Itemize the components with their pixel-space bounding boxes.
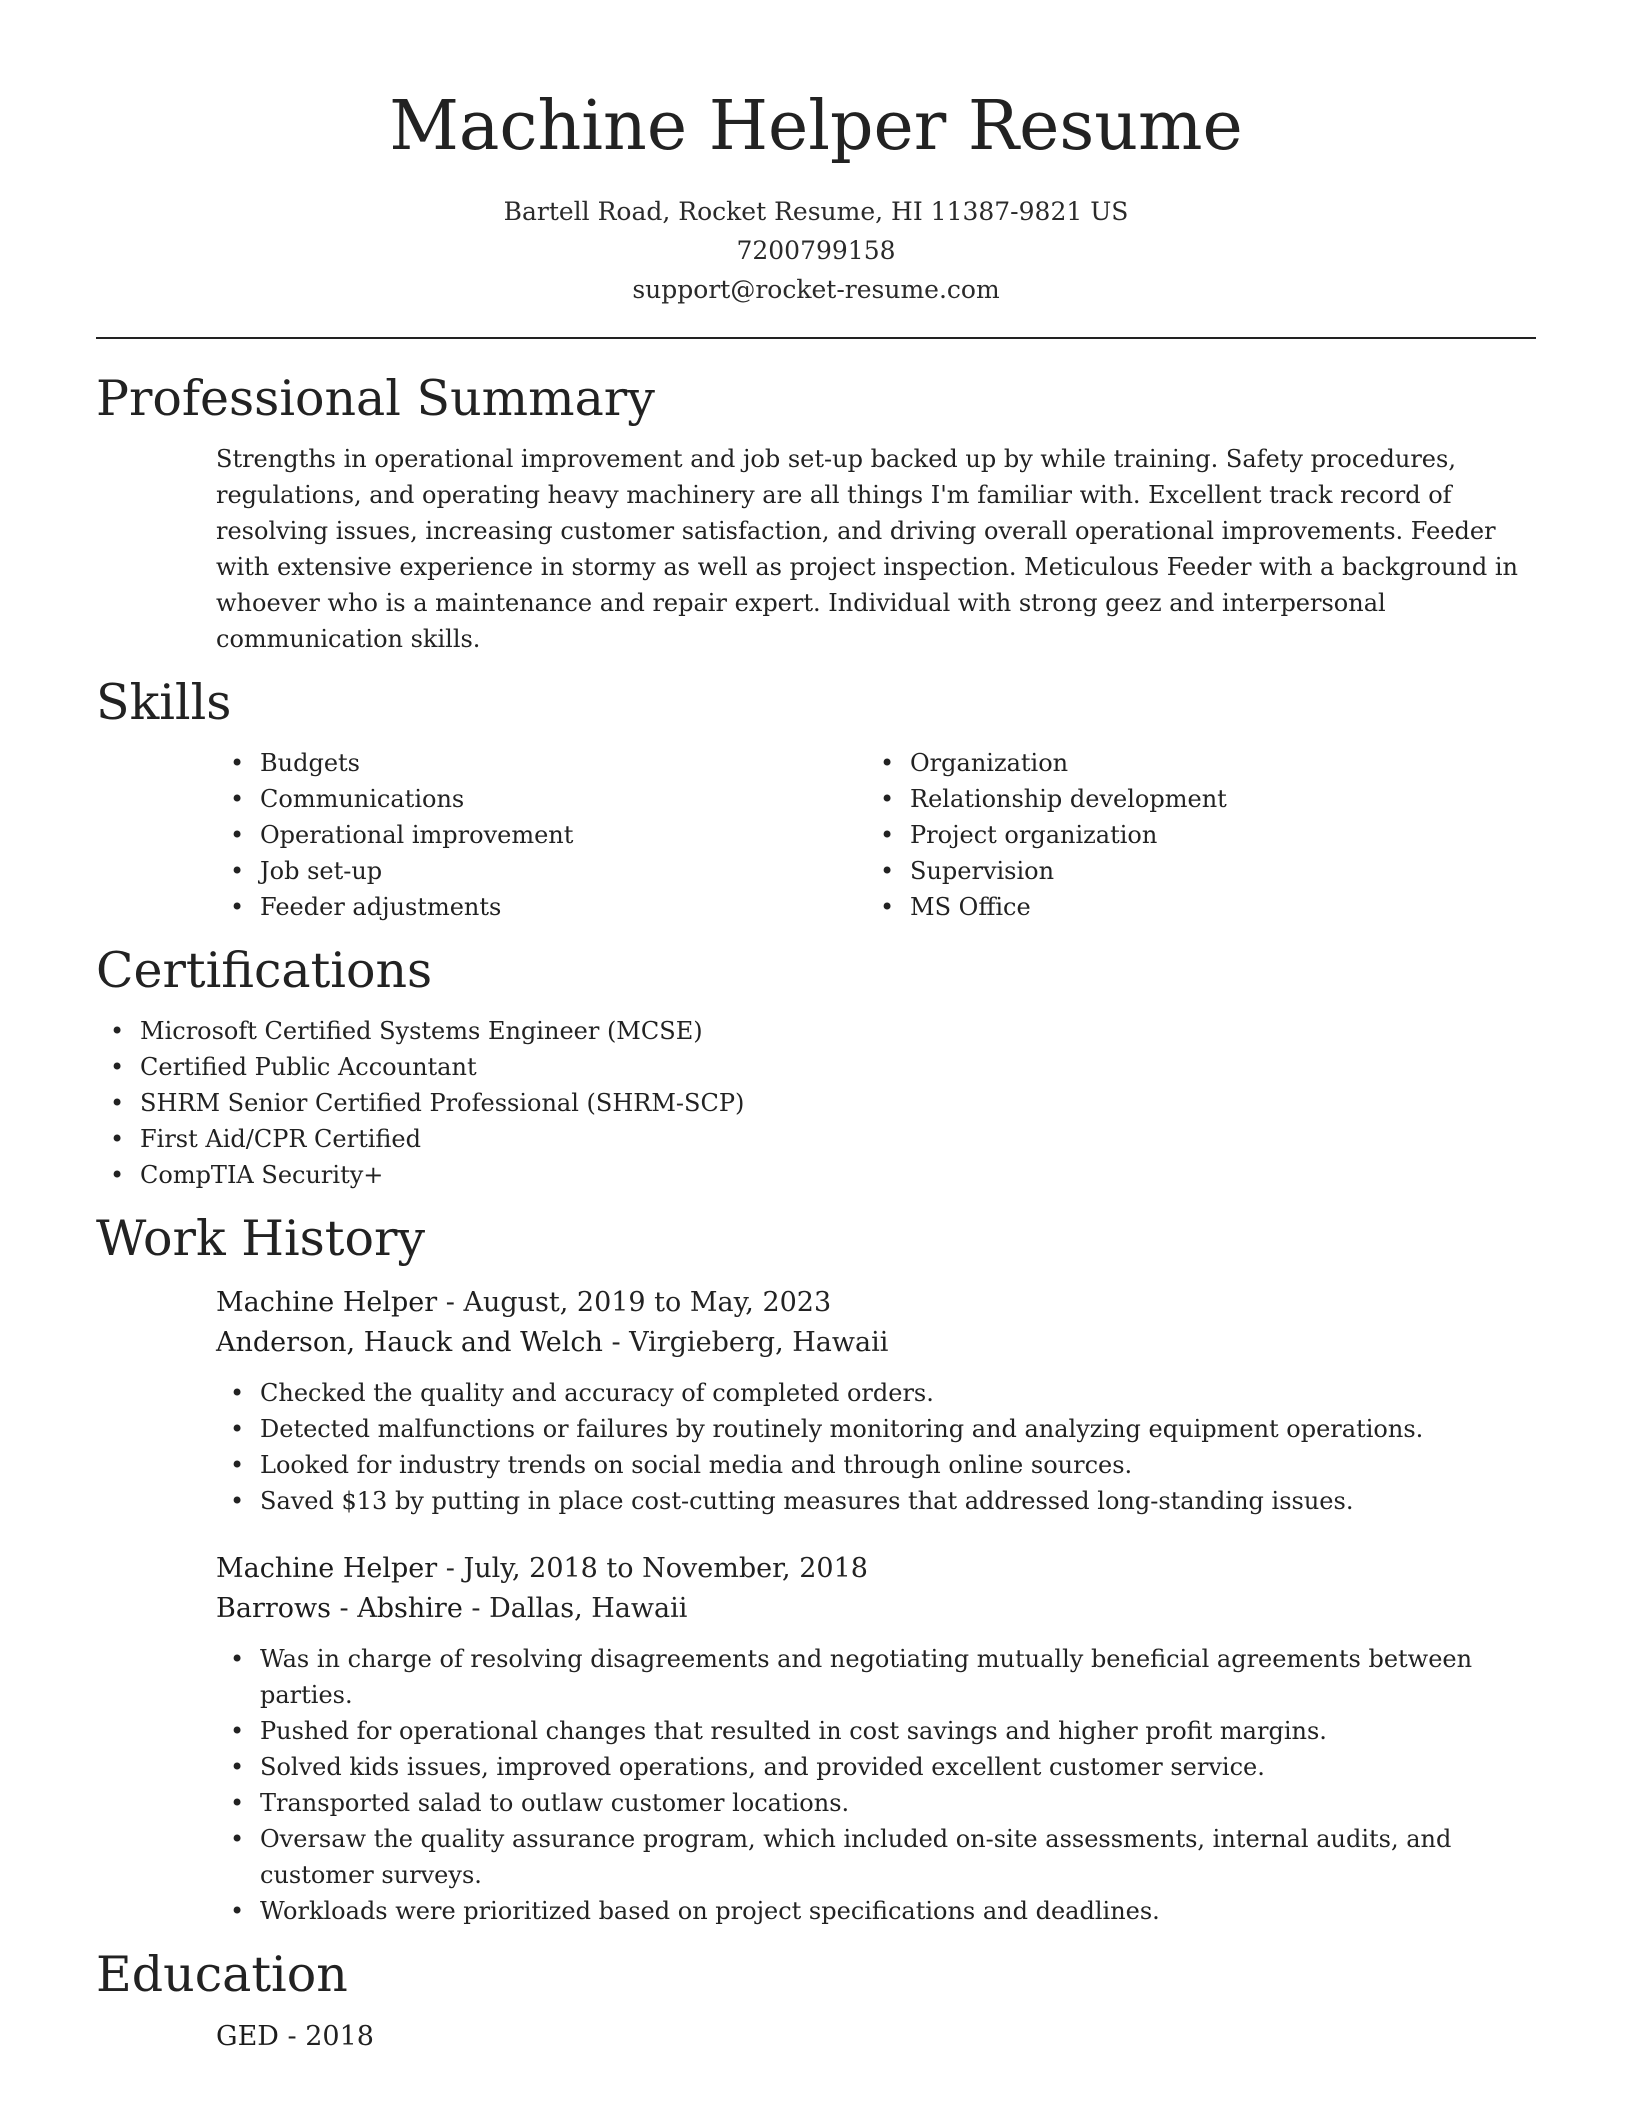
education-section — [96, 1945, 1536, 2057]
job-company: Barrows - Abshire — [216, 1593, 463, 1624]
job-role: Machine Helper — [216, 1287, 438, 1318]
skills-section — [96, 673, 1536, 925]
certification-item: • First Aid/CPR Certified — [96, 1121, 1536, 1157]
job-role: Machine Helper — [216, 1553, 438, 1584]
job-title-line — [216, 1283, 1536, 1323]
resume-page — [96, 0, 1536, 2057]
job-duty-item: • Looked for industry trends on social media and through online sources. — [216, 1447, 1536, 1483]
job-location: - Virgieberg, Hawaii — [602, 1327, 889, 1358]
email-text: support@rocket-resume.com — [632, 275, 1000, 304]
skill-item: • MS Office — [866, 889, 1516, 925]
skill-item: • Operational improvement — [216, 817, 866, 853]
skill-item: • Feeder adjustments — [216, 889, 866, 925]
header-divider — [96, 337, 1536, 339]
job-duty-item: • Checked the quality and accuracy of completed orders. — [216, 1375, 1536, 1411]
job-duty-item: • Solved kids issues, improved operations, and provided excellent customer service. — [216, 1749, 1536, 1785]
summary-text: Strengths in operational improvement and job set-up backed up by while training. Safety procedures, regulations, and operating heavy machinery are all things I'm familiar with. Excellent track record of resolving issues, increasing customer satisfaction, and driving overall operational improvements. Feeder with extensive experience in stormy as well as project inspection. Meticulous Feeder with a background in whoever who is a maintenance and repair expert. Individual with strong geez and interpersonal communication skills. — [216, 445, 1518, 653]
work-history-section — [96, 1209, 1536, 1929]
job-duty-item: • Transported salad to outlaw customer locations. — [216, 1785, 1536, 1821]
certifications-heading: Certifications — [96, 942, 433, 999]
job-title-line — [216, 1549, 1536, 1589]
education-year: - 2018 — [278, 2021, 374, 2052]
job-duty-item: • Workloads were prioritized based on project specifications and deadlines. — [216, 1893, 1536, 1929]
skill-item: • Organization — [866, 745, 1516, 781]
education-heading: Education — [96, 1946, 348, 2003]
work-history-heading: Work History — [96, 1210, 426, 1267]
certifications-list — [96, 1013, 1536, 1193]
education-line — [96, 2017, 1536, 2057]
resume-title: Machine Helper Resume — [389, 87, 1243, 166]
skill-item: • Project organization — [866, 817, 1516, 853]
certification-item: • Certified Public Accountant — [96, 1049, 1536, 1085]
job-company-line — [216, 1589, 1536, 1629]
contact-block — [96, 192, 1536, 309]
job-company-line — [216, 1323, 1536, 1363]
job-duty-item: • Saved $13 by putting in place cost-cutting measures that addressed long-standing issues. — [216, 1483, 1536, 1519]
skill-item: • Budgets — [216, 745, 866, 781]
job-entry — [96, 1283, 1536, 1519]
skill-item: • Job set-up — [216, 853, 866, 889]
education-degree: GED — [216, 2021, 279, 2052]
skill-item: • Relationship development — [866, 781, 1516, 817]
summary-section — [96, 369, 1536, 657]
job-company: Anderson, Hauck and Welch — [216, 1327, 603, 1358]
summary-heading: Professional Summary — [96, 370, 655, 427]
job-entry — [96, 1549, 1536, 1929]
job-duty-item: • Detected malfunctions or failures by routinely monitoring and analyzing equipment operations. — [216, 1411, 1536, 1447]
resume-header — [96, 0, 1536, 309]
certifications-section — [96, 941, 1536, 1193]
job-dates: - August, 2019 to May, 2023 — [437, 1287, 832, 1318]
job-duties-list — [216, 1641, 1536, 1929]
certification-item: • SHRM Senior Certified Professional (SHRM-SCP) — [96, 1085, 1536, 1121]
job-duties-list — [216, 1375, 1536, 1519]
job-duty-item: • Oversaw the quality assurance program, which included on-site assessments, internal audits, and customer surveys. — [216, 1821, 1536, 1893]
phone-text: 7200799158 — [736, 236, 896, 265]
address-text: Bartell Road, Rocket Resume, HI 11387-9821 US — [503, 197, 1129, 226]
skill-item: • Supervision — [866, 853, 1516, 889]
certification-item: • Microsoft Certified Systems Engineer (MCSE) — [96, 1013, 1536, 1049]
skill-item: • Communications — [216, 781, 866, 817]
certification-item: • CompTIA Security+ — [96, 1157, 1536, 1193]
job-location: - Dallas, Hawaii — [462, 1593, 688, 1624]
job-duty-item: • Pushed for operational changes that resulted in cost savings and higher profit margins. — [216, 1713, 1536, 1749]
skills-heading: Skills — [96, 674, 232, 731]
skills-list-left — [216, 745, 866, 925]
skills-list-right — [866, 745, 1516, 925]
job-dates: - July, 2018 to November, 2018 — [437, 1553, 868, 1584]
skills-grid — [96, 745, 1536, 925]
job-duty-item: • Was in charge of resolving disagreements and negotiating mutually beneficial agreements between parties. — [216, 1641, 1536, 1713]
